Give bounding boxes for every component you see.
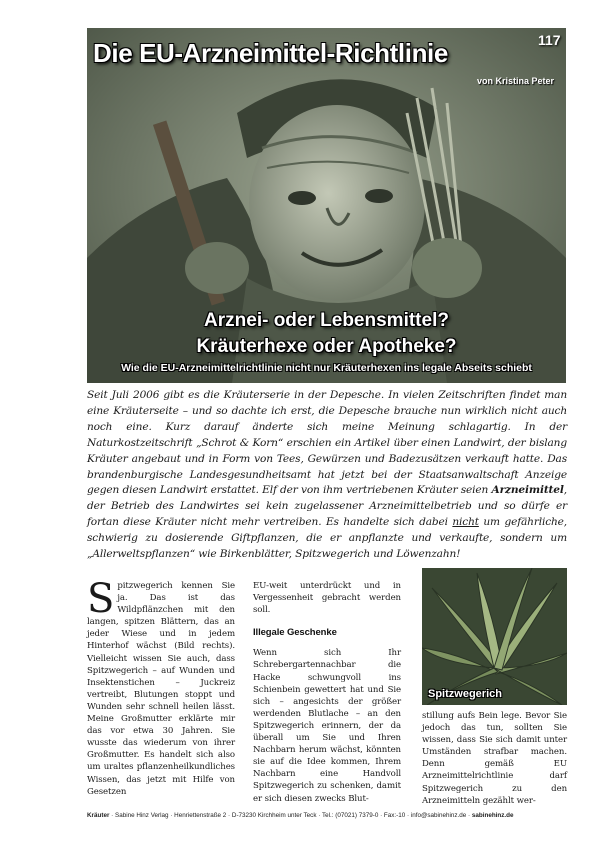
drop-cap: S	[87, 576, 115, 622]
page-footer	[87, 812, 567, 819]
intro-bold-term: Arzneimittel	[491, 484, 564, 497]
hero-image	[87, 28, 566, 383]
intro-underlined-word: nicht	[452, 516, 479, 529]
column-3-text: stillung aufs Bein lege. Bevor Sie jedoch das tun, sollten Sie wissen, dass Sie sich damit unter Umständen strafbar machen. Denn gemäß EU Arzneimittelrichtlinie darf Spitzwegerich zu den Arzneimitteln gezählt wer-	[422, 711, 567, 806]
footer-website: sabinehinz.de	[471, 812, 514, 819]
column-2-text-top: EU-weit unterdrückt und in Vergessenheit gebracht werden soll.	[253, 581, 401, 616]
hero-tagline: Wie die EU-Arzneimittelrichtlinie nicht nur Kräuterhexen ins legale Abseits schiebt	[121, 362, 532, 374]
article-column-2	[253, 580, 401, 805]
hero-subtitle-line2: Kräuterhexe oder Apotheke?	[196, 336, 457, 357]
footer-details: · Sabine Hinz Verlag · Henriettenstraße 2 · D-73230 Kirchheim unter Teck · Tel.: (07021) 7379-0 · Fax:-10 · info@sabinehinz.de ·	[109, 812, 472, 819]
page-title: Die EU-Arzneimittel-Richtlinie	[93, 38, 448, 68]
column-2-text-bottom: Wenn sich Ihr Schrebergartennachbar die Hacke schwungvoll ins Schienbein gewettert hat und Sie sich – angesichts der größer werdenden Blutlache – an den Spitzwegerich erinnern, der da überall um Sie und Ihren Nachbarn herum wächst, könnten sie auf die Idee kommen, Ihrem Nachbarn eine Handvoll Spitzwegerich zu schenken, damit er sich diesen zwecks Blut-	[253, 648, 401, 804]
intro-paragraph	[87, 388, 567, 563]
page-number: 117	[538, 32, 561, 48]
article-column-3	[422, 710, 567, 807]
footer-section: Kräuter	[87, 812, 110, 819]
intro-text-part3: um gefährliche, schwierig zu dosierende Giftpflanzen, die er anpflanzte und verkaufte, sondern um „Allerweltspflanzen“ wie Birkenblätter, Spitzwegerich und Löwenzahn!	[87, 516, 567, 561]
intro-text-part1: Seit Juli 2006 gibt es die Kräuterserie in der Depesche. In vielen Zeitschriften findet man eine Kräuterseite – und so dachte ich erst, die Depesche brauche nun wirklich nicht auch noch eine. Kurz darauf änderte sich meine Meinung schlagartig. In der Naturkostzeitschrift „Schrot & Korn“ erschien ein Artikel über einen Landwirt, der bislang Kräuter angebaut und in Form von Tees, Gewürzen und Badezusätzen verkauft hatte. Das brandenburgische Landesgesundheitsamt hat jetzt bei der Staatsanwaltschaft Anzeige gegen diesen Landwirt erstattet. Elf der von ihm vertriebenen Kräuter seien	[87, 389, 567, 497]
article-column-1	[87, 576, 235, 798]
intro-text-part2: , der Betrieb des Landwirtes sei kein zugelassener Arzneimittelbetrieb und so dürfe er fortan diese Kräuter nicht mehr vertreiben. Es handelte sich dabei	[87, 484, 567, 529]
author-byline: von Kristina Peter	[476, 76, 554, 86]
plantain-photo	[422, 568, 567, 705]
section-heading: Illegale Geschenke	[253, 627, 337, 639]
column-1-text: pitzwegerich kennen Sie ja. Das ist das Wildpflänzchen mit den langen, spitzen Blättern, das an jeder Wiese und in jedem Hinterhof wächst (Bild rechts). Vielleicht wissen Sie auch, dass Spitzwegerich – auf Wunden und Insektenstichen – Juckreiz vertreibt, Blutungen stoppt und Wunden sehr schnell heilen lässt. Meine Großmutter erklärte mir das vor etwa 30 Jahren. Sie wusste das wiederum von ihrer Großmutter. Es handelt sich also um uraltes pflanzenheilkundliches Wissen, das jetzt mit Hilfe von Gesetzen	[87, 581, 235, 797]
hero-subtitle-line1: Arznei- oder Lebensmittel?	[204, 310, 449, 331]
plantain-leaves-illustration	[422, 568, 567, 705]
photo-caption: Spitzwegerich	[428, 688, 502, 700]
